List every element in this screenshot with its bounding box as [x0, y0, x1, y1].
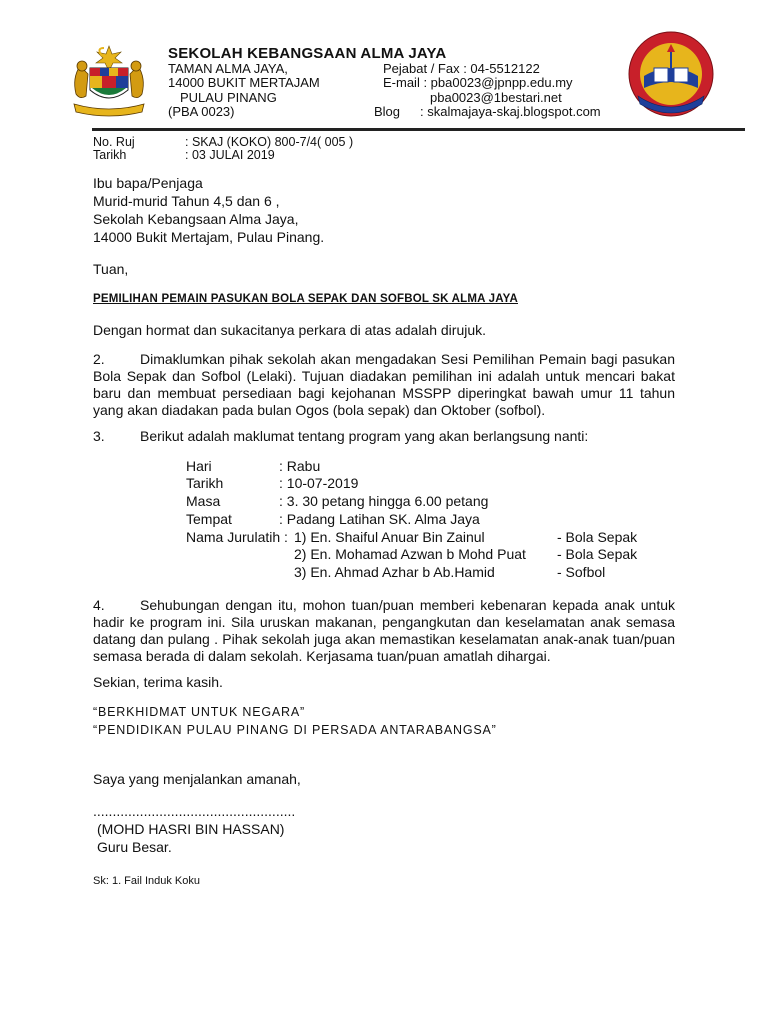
ref-no-label: No. Ruj	[93, 135, 135, 149]
carbon-copy: Sk: 1. Fail Induk Koku	[93, 875, 200, 887]
motto-1: “BERKHIDMAT UNTUK NEGARA”	[93, 705, 305, 719]
ref-date-value: : 03 JULAI 2019	[185, 148, 275, 162]
paragraph-4-text: Sehubungan dengan itu, mohon tuan/puan memberi kebenaran kepada anak untuk hadir ke program ini. Sila uruskan makanan, pengangkutan dan keselamatan anak semasa datang dan pulang . Pihak sekolah juga akan memastikan keselamatan anak-anak tuan/puan semasa berada di dalam sekolah. Kerjasama tuan/puan amatlah dihargai.	[93, 597, 675, 664]
address-line-1: TAMAN ALMA JAYA,	[168, 61, 288, 76]
salutation: Tuan,	[93, 261, 129, 277]
phone-fax: Pejabat / Fax : 04-5512122	[383, 61, 540, 76]
school-code: (PBA 0023)	[168, 104, 235, 119]
detail-venue-label: Tempat	[186, 511, 232, 527]
malaysia-coat-of-arms-icon	[66, 44, 152, 118]
motto-2: “PENDIDIKAN PULAU PINANG DI PERSADA ANTARABANGSA”	[93, 723, 497, 737]
school-crest-icon	[624, 30, 718, 120]
paragraph-3	[93, 428, 588, 445]
paragraph-3-text: Berikut adalah maklumat tentang program yang akan berlangsung nanti:	[140, 428, 589, 444]
paragraph-2-text: Dimaklumkan pihak sekolah akan mengadakan Sesi Pemilihan Pemain bagi pasukan Bola Sepak dan Sofbol (Lelaki). Tujuan diadakan pemilihan ini adalah untuk mencari bakat baru dan membuat persediaan bagi kejohanan MSSPP diperingkat bawah umur 11 tahun yang akan diadakan pada bulan Ogos (bola sepak) dan Oktober (sofbol).	[93, 351, 675, 418]
detail-day-value: : Rabu	[279, 458, 321, 474]
coaches-label: Nama Jurulatih :	[186, 529, 288, 545]
paragraph-4	[93, 597, 675, 665]
detail-time-label: Masa	[186, 493, 221, 509]
paragraph-4-number: 4.	[93, 597, 105, 613]
header-divider	[92, 128, 745, 131]
paragraph-2	[93, 351, 675, 419]
blog-link[interactable]: : skalmajaya-skaj.blogspot.com	[420, 104, 601, 119]
coach-2-sport: - Bola Sepak	[557, 546, 638, 562]
coach-3-sport: - Sofbol	[557, 564, 606, 580]
detail-date-label: Tarikh	[186, 475, 224, 491]
signer-title: Guru Besar.	[97, 839, 172, 855]
blog-label: Blog	[374, 104, 401, 119]
recipient-line-3: Sekolah Kebangsaan Alma Jaya,	[93, 211, 299, 227]
detail-venue-value: : Padang Latihan SK. Alma Jaya	[279, 511, 480, 527]
paragraph-2-number: 2.	[93, 351, 105, 367]
paragraph-1: Dengan hormat dan sukacitanya perkara di atas adalah dirujuk.	[93, 322, 487, 338]
email-primary: E-mail : pba0023@jpnpp.edu.my	[383, 75, 573, 90]
coach-3-name: 3) En. Ahmad Azhar b Ab.Hamid	[294, 564, 495, 580]
school-name: SEKOLAH KEBANGSAAN ALMA JAYA	[168, 45, 447, 62]
paragraph-3-number: 3.	[93, 428, 105, 444]
ref-no-value: : SKAJ (KOKO) 800-7/4( 005 )	[185, 135, 354, 149]
email-secondary: pba0023@1bestari.net	[430, 90, 562, 105]
recipient-line-2: Murid-murid Tahun 4,5 dan 6 ,	[93, 193, 280, 209]
coach-2-name: 2) En. Mohamad Azwan b Mohd Puat	[294, 546, 526, 562]
coach-1-sport: - Bola Sepak	[557, 529, 638, 545]
address-line-2: 14000 BUKIT MERTAJAM	[168, 75, 320, 90]
detail-date-value: : 10-07-2019	[279, 475, 359, 491]
coach-1-name: 1) En. Shaiful Anuar Bin Zainul	[294, 529, 485, 545]
detail-day-label: Hari	[186, 458, 212, 474]
signature-line: ....................................................	[93, 803, 296, 819]
ref-date-label: Tarikh	[93, 148, 127, 162]
recipient-line-4: 14000 Bukit Mertajam, Pulau Pinang.	[93, 229, 325, 245]
address-line-3: PULAU PINANG	[180, 90, 277, 105]
signer-name: (MOHD HASRI BIN HASSAN)	[97, 821, 285, 837]
recipient-line-1: Ibu bapa/Penjaga	[93, 175, 203, 191]
letter-subject: PEMILIHAN PEMAIN PASUKAN BOLA SEPAK DAN SOFBOL SK ALMA JAYA	[93, 293, 518, 305]
closing: Sekian, terima kasih.	[93, 674, 223, 690]
sign-intro: Saya yang menjalankan amanah,	[93, 771, 301, 787]
detail-time-value: : 3. 30 petang hingga 6.00 petang	[279, 493, 489, 509]
